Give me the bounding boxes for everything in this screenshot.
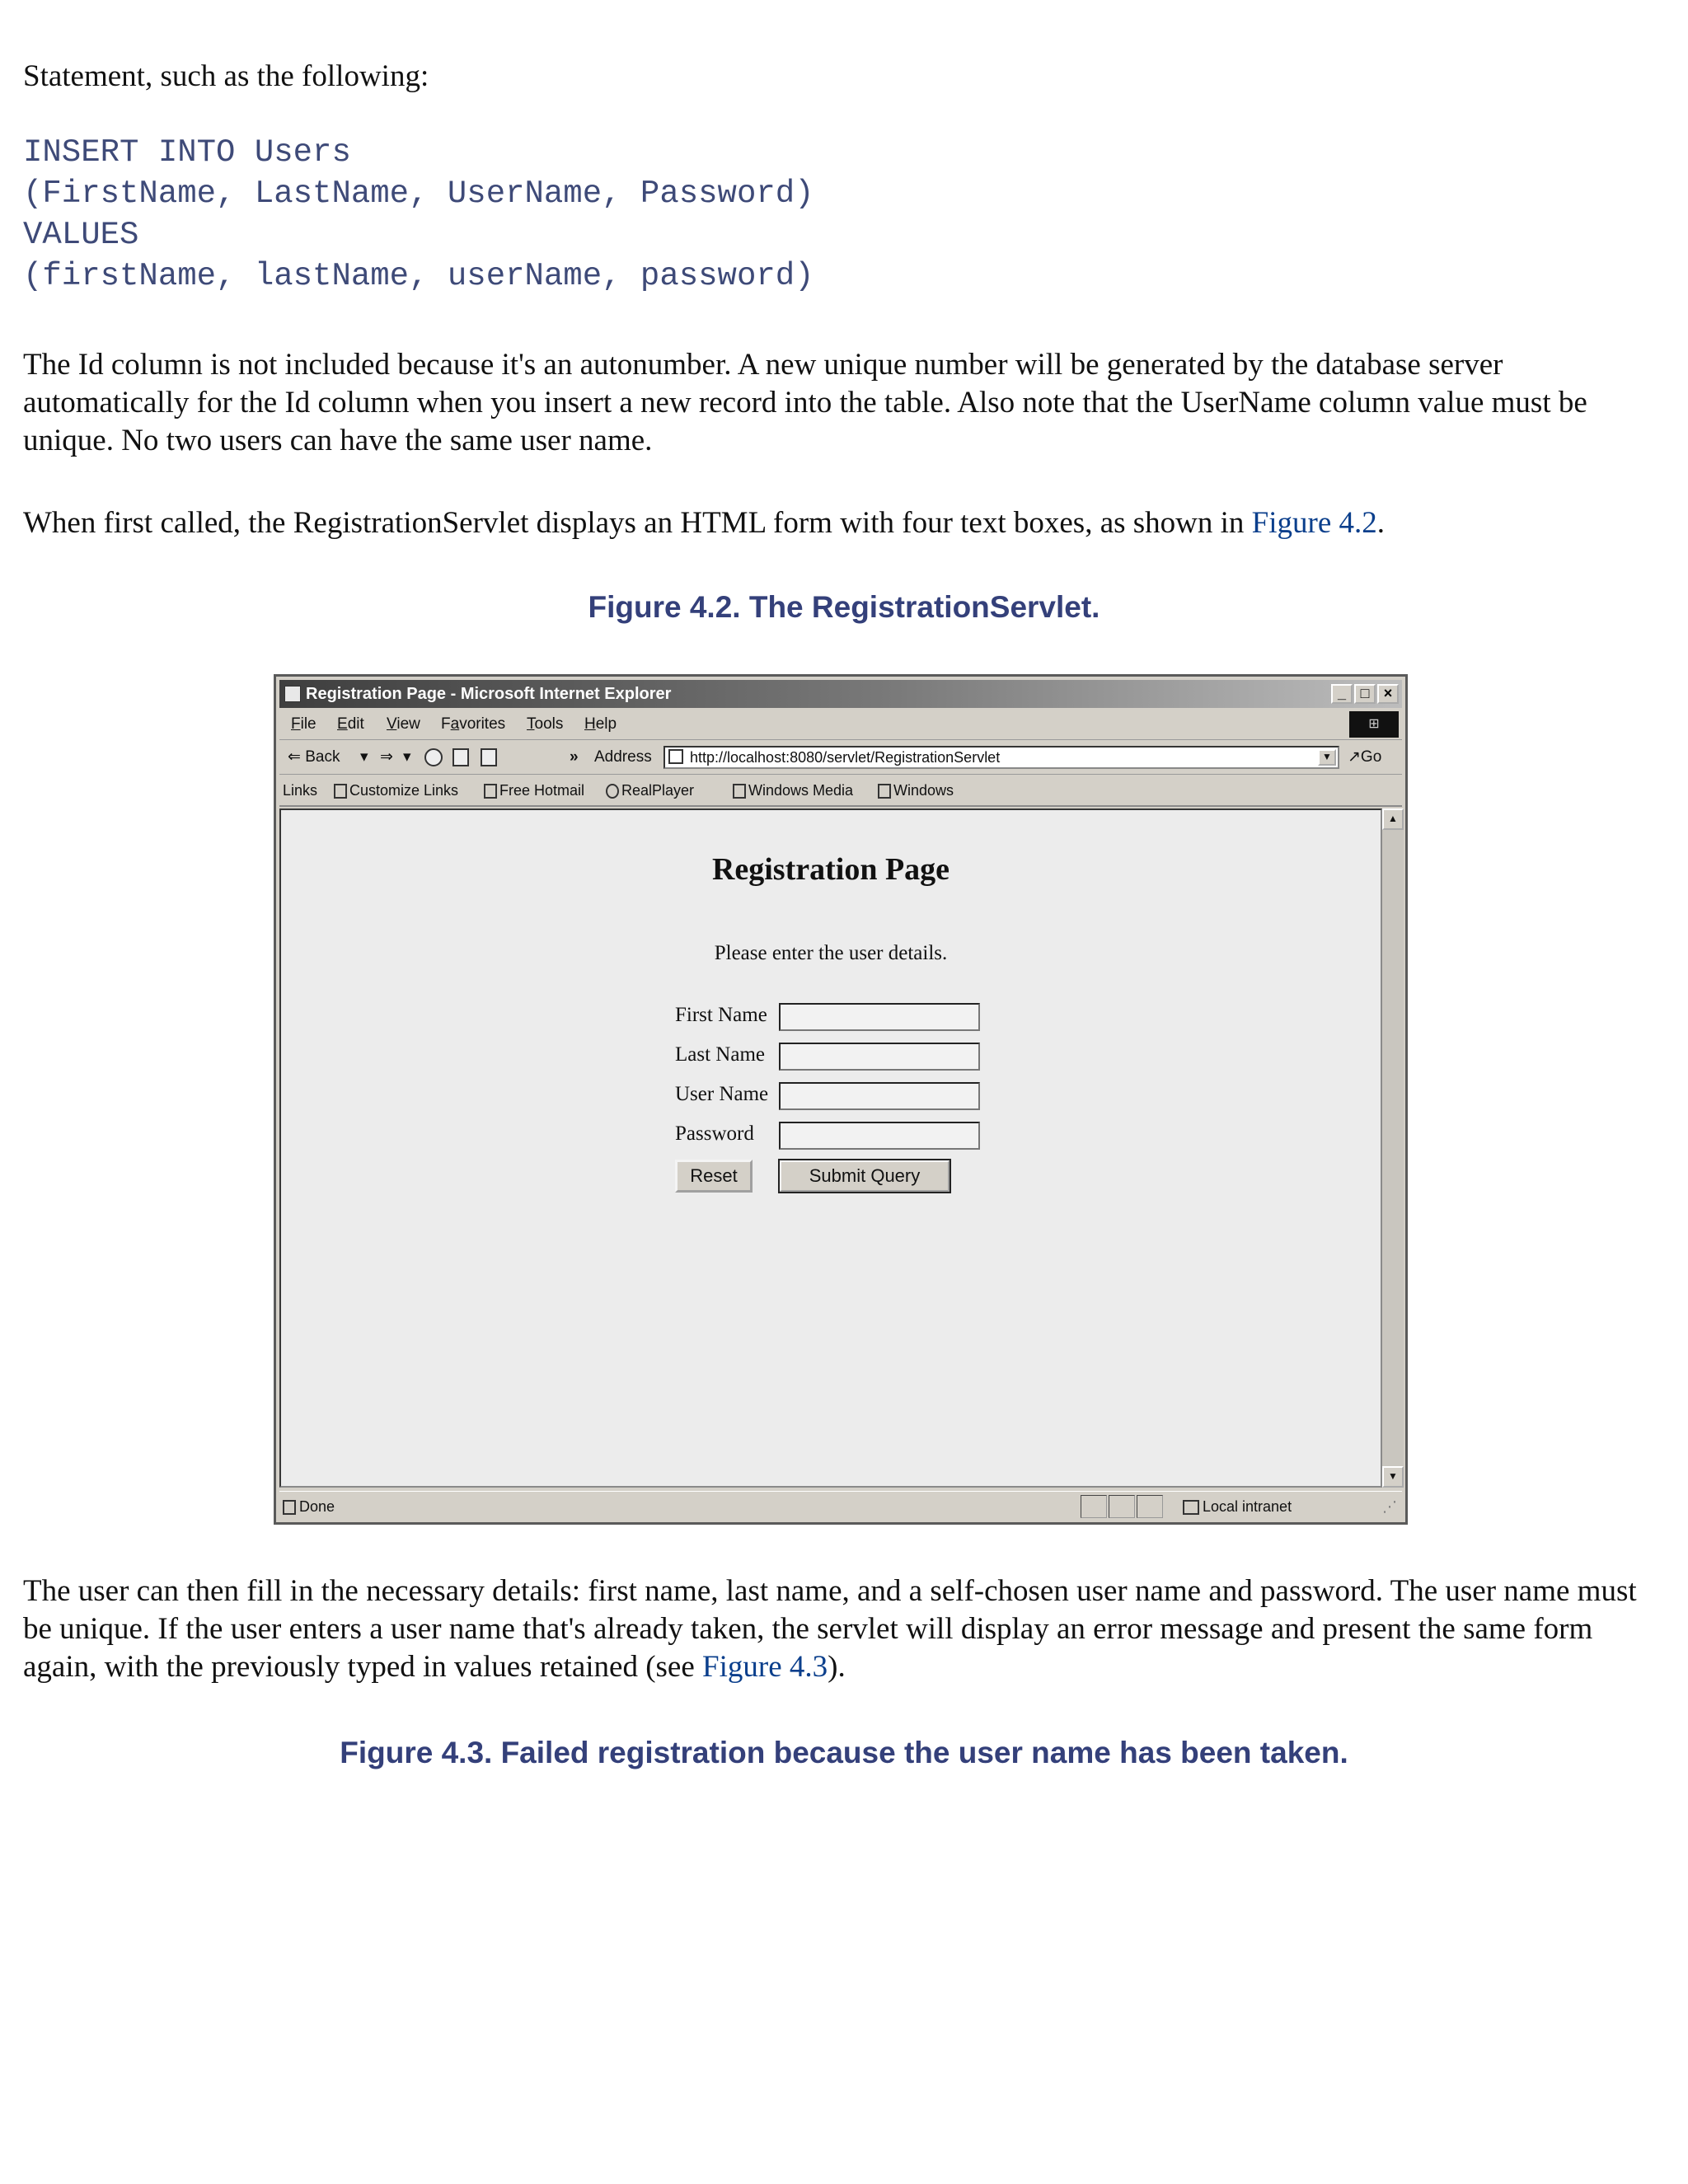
window-controls	[1331, 684, 1399, 704]
first-name-label: First Name	[675, 1004, 767, 1026]
paragraph-text: When first called, the RegistrationServlet displays an HTML form with four text boxes, as shown in	[23, 506, 1252, 540]
code-line: (firstName, lastName, userName, password)	[23, 258, 814, 294]
menu-bar	[279, 710, 1402, 740]
toolbar-chevron-icon[interactable]: »	[570, 748, 579, 766]
code-line: VALUES	[23, 217, 139, 253]
page-icon	[484, 784, 497, 799]
code-line: INSERT INTO Users	[23, 134, 351, 171]
realplayer-icon	[606, 784, 619, 799]
minimize-button[interactable]: _	[1331, 684, 1353, 704]
links-bar	[279, 776, 1402, 807]
link-realplayer[interactable]: RealPlayer	[606, 776, 694, 805]
menu-help[interactable]: Help	[584, 715, 617, 733]
windows-logo-icon: ⊞	[1349, 711, 1399, 738]
code-line: (FirstName, LastName, UserName, Password)	[23, 176, 814, 212]
menu-view[interactable]: View	[387, 715, 420, 733]
status-panel	[1109, 1495, 1135, 1518]
ie-page-icon	[284, 686, 301, 702]
address-dropdown-icon[interactable]: ▼	[1318, 749, 1336, 766]
page-icon	[878, 784, 891, 799]
status-panel	[1137, 1495, 1163, 1518]
reset-button[interactable]: Reset	[675, 1160, 753, 1193]
menu-tools[interactable]: Tools	[527, 715, 564, 733]
stop-icon[interactable]	[424, 741, 443, 774]
scroll-up-icon[interactable]: ▲	[1382, 808, 1404, 830]
back-button[interactable]: ⇐ Back	[288, 748, 340, 766]
user-name-label: User Name	[675, 1083, 769, 1105]
resize-grip-icon[interactable]: ⋰	[1382, 1498, 1397, 1515]
paragraph-id-column: The Id column is not included because it's an autonumber. A new unique number will be generated by the database server automatically for the Id column when you insert a new record into the table. Also note that the UserName column value must be unique. No two users can have the same user name.	[23, 348, 1587, 457]
vertical-scrollbar[interactable]	[1382, 808, 1404, 1488]
window-titlebar	[279, 680, 1402, 708]
links-label: Links	[283, 782, 318, 799]
page-icon	[668, 749, 683, 764]
page-instruction: Please enter the user details.	[714, 942, 948, 964]
intranet-icon	[1183, 1500, 1199, 1515]
menu-edit[interactable]: Edit	[337, 715, 364, 733]
refresh-icon[interactable]	[452, 741, 469, 774]
go-button[interactable]	[1348, 741, 1381, 774]
standard-toolbar	[279, 741, 1402, 775]
home-icon[interactable]	[481, 741, 497, 774]
status-bar	[279, 1491, 1402, 1521]
back-dropdown-icon[interactable]: ▾	[360, 748, 368, 766]
link-windows[interactable]: Windows	[878, 776, 954, 805]
last-name-label: Last Name	[675, 1043, 765, 1066]
forward-button[interactable]: ⇒	[380, 748, 393, 766]
browser-content-area	[279, 808, 1382, 1488]
user-name-input[interactable]	[779, 1082, 980, 1110]
page-heading: Registration Page	[711, 852, 950, 887]
status-zone: Local intranet	[1183, 1492, 1292, 1521]
figure-4-3-caption: Figure 4.3. Failed registration because the user name has been taken.	[340, 1736, 1348, 1769]
page-icon	[334, 784, 347, 799]
submit-query-button[interactable]: Submit Query	[779, 1160, 950, 1193]
page-icon	[733, 784, 746, 799]
link-customize-links[interactable]: Customize Links	[334, 776, 458, 805]
forward-dropdown-icon[interactable]: ▾	[403, 748, 411, 766]
go-arrow-icon: ↗	[1348, 748, 1361, 766]
maximize-button[interactable]: □	[1354, 684, 1376, 704]
figure-4-3-link[interactable]: Figure 4.3	[702, 1650, 828, 1684]
link-windows-media[interactable]: Windows Media	[733, 776, 853, 805]
menu-file[interactable]: File	[291, 715, 316, 733]
paragraph-text: The user can then fill in the necessary details: first name, last name, and a self-chosen user name and password. The user name must be unique. If the user enters a user name that's already taken, the servlet will display an error message and present the same form again, with the previously typed in values retained (see	[23, 1574, 1637, 1684]
sql-code-block	[23, 132, 814, 297]
menu-favorites[interactable]: Favorites	[441, 715, 506, 733]
first-name-input[interactable]	[779, 1003, 980, 1031]
go-label: Go	[1360, 748, 1382, 766]
link-free-hotmail[interactable]: Free Hotmail	[484, 776, 584, 805]
figure-4-2-caption: Figure 4.2. The RegistrationServlet.	[588, 590, 1100, 624]
intro-line: Statement, such as the following:	[23, 59, 429, 93]
paragraph-text: .	[1376, 506, 1386, 540]
address-bar[interactable]	[663, 746, 1339, 769]
window-title: Registration Page - Microsoft Internet Explorer	[306, 685, 672, 703]
paragraph-first-called	[23, 504, 1663, 542]
close-button[interactable]: ×	[1377, 684, 1399, 704]
password-label: Password	[675, 1122, 754, 1145]
paragraph-text: ).	[828, 1650, 846, 1684]
address-input[interactable]: http://localhost:8080/servlet/RegistrationServlet	[690, 749, 1001, 766]
figure-4-2-link[interactable]: Figure 4.2	[1251, 506, 1377, 540]
address-label: Address	[594, 748, 652, 766]
status-done: Done	[283, 1492, 335, 1521]
status-panel	[1081, 1495, 1107, 1518]
page-icon	[283, 1500, 296, 1515]
password-input[interactable]	[779, 1122, 980, 1150]
paragraph-user-fill	[23, 1572, 1663, 1686]
scroll-down-icon[interactable]: ▼	[1382, 1466, 1404, 1488]
ie-window-screenshot	[274, 674, 1408, 1525]
last-name-input[interactable]	[779, 1043, 980, 1071]
